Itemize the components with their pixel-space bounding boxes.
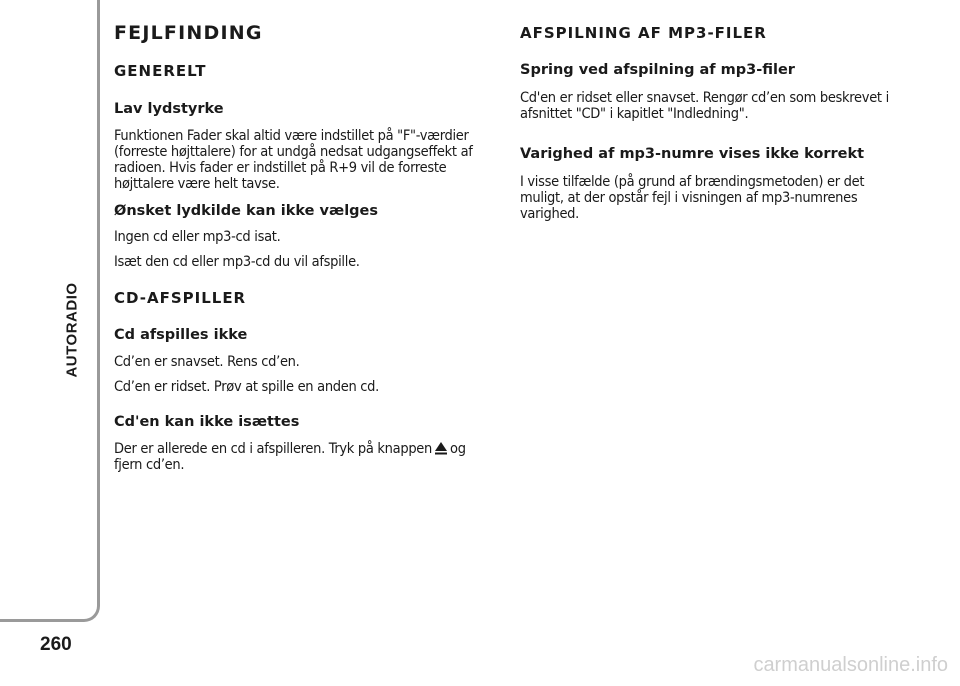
paragraph-ingen-cd: Ingen cd eller mp3-cd isat. [114,229,281,245]
heading-cd-afspiller: CD-AFSPILLER [114,289,247,307]
watermark: carmanualsonline.info [753,654,948,676]
isaettes-text-after: og fjern cd’en. [114,441,466,473]
heading-lav-lydstyrke: Lav lydstyrke [114,101,224,117]
paragraph-cd-isaettes [114,441,484,473]
heading-onsket-lydkilde: Ønsket lydkilde kan ikke vælges [114,203,379,219]
section-title-mp3: AFSPILNING AF MP3-FILER [520,24,767,42]
page-number: 260 [40,634,72,655]
heading-cd-afspilles-ikke: Cd afspilles ikke [114,327,248,343]
paragraph-cd-snavset: Cd’en er snavset. Rens cd’en. [114,354,300,370]
paragraph-isaet-cd: Isæt den cd eller mp3-cd du vil afspille. [114,254,360,270]
heading-varighed-mp3: Varighed af mp3-numre vises ikke korrekt [520,146,865,162]
paragraph-varighed-mp3: I visse tilfælde (på grund af brændingsmetoden) er det muligt, at der opstår fejl i visningen af mp3-numrenes varighed. [520,174,865,222]
paragraph-lav-lydstyrke: Funktionen Fader skal altid være indstillet på "F"-værdier (forreste højttalere) for at undgå nedsat udgangseffekt af radioen. Hvis fader er indstillet på R+9 vil de forreste højttalere være helt tavse. [114,128,473,192]
side-tab [0,0,100,622]
paragraph-spring-mp3: Cd'en er ridset eller snavset. Rengør cd’en som beskrevet i afsnittet "CD" i kapitlet "Indledning". [520,90,889,122]
heading-cd-kan-ikke-isaettes: Cd'en kan ikke isættes [114,414,300,430]
section-title-fejlfinding: FEJLFINDING [114,22,263,44]
paragraph-cd-ridset: Cd’en er ridset. Prøv at spille en anden cd. [114,379,380,395]
heading-generelt: GENERELT [114,62,207,80]
chapter-label: AUTORADIO [63,282,81,378]
eject-icon [434,441,448,455]
isaettes-text-before: Der er allerede en cd i afspilleren. Tryk på knappen [114,441,433,457]
heading-spring-mp3: Spring ved afspilning af mp3-filer [520,62,795,78]
